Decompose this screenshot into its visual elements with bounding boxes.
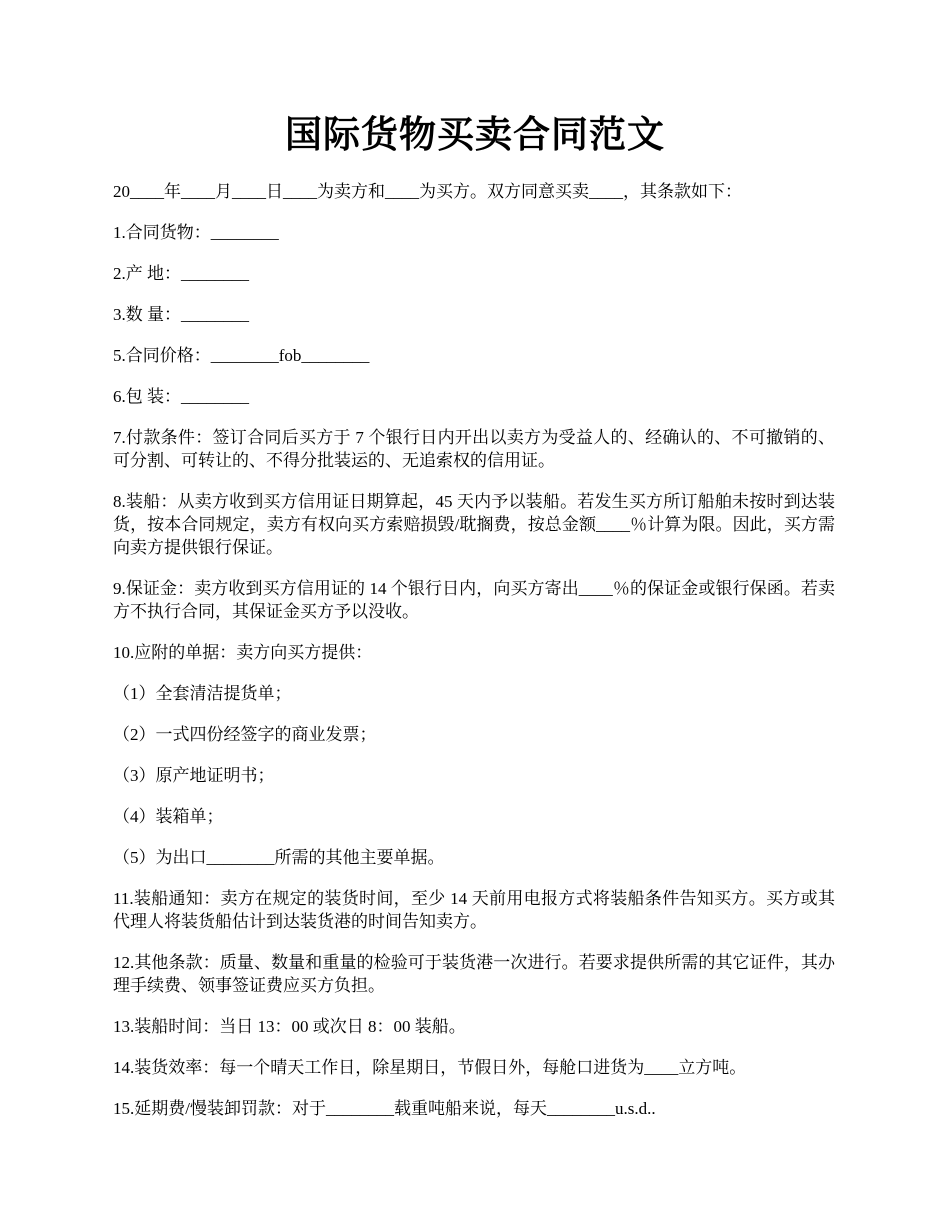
document-item-2: （2）一式四份经签字的商业发票；	[113, 725, 377, 744]
document-item-1: （1）全套清洁提货单；	[113, 684, 292, 703]
clause-origin: 2.产 地：________	[113, 264, 249, 283]
clause-packing: 6.包 装：________	[113, 387, 249, 406]
clause-quantity: 3.数 量：________	[113, 305, 249, 324]
clause-loading-rate: 14.装货效率：每一个晴天工作日，除星期日，节假日外，每舱口进货为____立方吨。	[113, 1058, 747, 1077]
clause-demurrage: 15.延期费/慢装卸罚款：对于________载重吨船来说，每天________u.s.d..	[113, 1099, 656, 1118]
clause-payment: 7.付款条件：签订合同后买方于 7 个银行日内开出以卖方为受益人的、经确认的、不可撤销的、可分割、可转让的、不得分批装运的、无追索权的信用证。	[113, 428, 835, 470]
clause-price: 5.合同价格：________fob________	[113, 346, 370, 365]
clause-documents: 10.应附的单据：卖方向买方提供：	[113, 643, 373, 662]
document-body	[113, 180, 835, 1138]
clause-goods: 1.合同货物：________	[113, 223, 279, 242]
clause-deposit: 9.保证金：卖方收到买方信用证的 14 个银行日内，向买方寄出____％的保证金或银行保函。若卖方不执行合同，其保证金买方予以没收。	[113, 579, 835, 621]
clause-shipping-notice: 11.装船通知：卖方在规定的装货时间，至少 14 天前用电报方式将装船条件告知买方。买方或其代理人将装货船估计到达装货港的时间告知卖方。	[113, 889, 835, 931]
clause-other-terms: 12.其他条款：质量、数量和重量的检验可于装货港一次进行。若要求提供所需的其它证件，其办理手续费、领事签证费应买方负担。	[113, 953, 835, 995]
clause-loading-time: 13.装船时间：当日 13：00 或次日 8：00 装船。	[113, 1017, 466, 1036]
document-item-5: （5）为出口________所需的其他主要单据。	[113, 848, 445, 867]
document-title: 国际货物买卖合同范文	[285, 115, 665, 156]
clause-shipment: 8.装船：从卖方收到买方信用证日期算起，45 天内予以装船。若发生买方所订船舶未按时到达装货，按本合同规定，卖方有权向买方索赔损毁/耽搁费，按总金额____％计算为限。因此，买方需向卖方提供银行保证。	[113, 492, 835, 557]
document-item-4: （4）装箱单；	[113, 807, 224, 826]
intro-paragraph: 20____年____月____日____为卖方和____为买方。双方同意买卖____，其条款如下：	[113, 182, 742, 201]
document-item-3: （3）原产地证明书；	[113, 766, 275, 785]
